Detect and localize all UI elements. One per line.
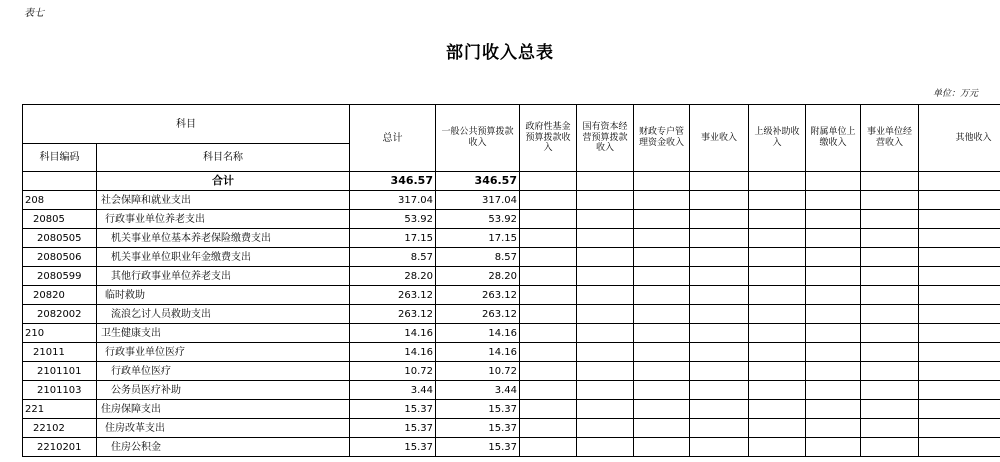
- row-general-budget: 14.16: [436, 324, 520, 343]
- subject-code: 221: [23, 400, 97, 419]
- subject-code: 2082002: [23, 305, 97, 324]
- row-total: 3.44: [350, 381, 436, 400]
- empty-cell: [749, 362, 806, 381]
- table-row: [23, 438, 1000, 457]
- header-subject: 科目: [23, 105, 350, 144]
- subject-code: 2210201: [23, 438, 97, 457]
- empty-cell: [634, 267, 690, 286]
- empty-cell: [861, 381, 919, 400]
- empty-cell: [577, 248, 634, 267]
- table-row: [23, 305, 1000, 324]
- empty-cell: [690, 438, 749, 457]
- empty-cell: [520, 400, 577, 419]
- row-general-budget: 263.12: [436, 286, 520, 305]
- empty-cell: [577, 305, 634, 324]
- empty-cell: [919, 324, 1000, 343]
- empty-cell: [919, 286, 1000, 305]
- header-subject-name: 科目名称: [97, 144, 350, 172]
- row-total: 263.12: [350, 286, 436, 305]
- subject-code: 20805: [23, 210, 97, 229]
- empty-cell: [861, 172, 919, 191]
- empty-cell: [520, 343, 577, 362]
- table-row: [23, 362, 1000, 381]
- empty-cell: [690, 400, 749, 419]
- empty-cell: [806, 286, 861, 305]
- empty-cell: [749, 343, 806, 362]
- empty-cell: [919, 381, 1000, 400]
- empty-cell: [806, 210, 861, 229]
- empty-cell: [919, 191, 1000, 210]
- empty-cell: [577, 267, 634, 286]
- row-total: 14.16: [350, 324, 436, 343]
- empty-cell: [634, 191, 690, 210]
- empty-cell: [520, 286, 577, 305]
- empty-cell: [577, 362, 634, 381]
- subject-code: 2101101: [23, 362, 97, 381]
- empty-cell: [690, 172, 749, 191]
- empty-cell: [919, 210, 1000, 229]
- subject-name: 公务员医疗补助: [97, 381, 350, 400]
- subject-code: 22102: [23, 419, 97, 438]
- empty-cell: [690, 229, 749, 248]
- total-general-budget: 346.57: [436, 172, 520, 191]
- empty-cell: [919, 419, 1000, 438]
- row-general-budget: 317.04: [436, 191, 520, 210]
- empty-cell: [577, 191, 634, 210]
- subject-name: 住房保障支出: [97, 400, 350, 419]
- empty-cell: [861, 267, 919, 286]
- row-general-budget: 8.57: [436, 248, 520, 267]
- empty-cell: [520, 419, 577, 438]
- header-col-other-income: 其他收入: [919, 105, 1000, 172]
- empty-cell: [577, 286, 634, 305]
- empty-cell: [634, 324, 690, 343]
- row-general-budget: 263.12: [436, 305, 520, 324]
- row-total: 28.20: [350, 267, 436, 286]
- header-col-superior-subsidy: 上级补助收入: [749, 105, 806, 172]
- table-row: [23, 419, 1000, 438]
- empty-cell: [919, 267, 1000, 286]
- subject-code: 2101103: [23, 381, 97, 400]
- row-general-budget: 15.37: [436, 438, 520, 457]
- empty-cell: [749, 191, 806, 210]
- empty-cell: [749, 267, 806, 286]
- empty-cell: [861, 248, 919, 267]
- empty-cell: [806, 248, 861, 267]
- empty-cell: [577, 381, 634, 400]
- empty-cell: [520, 362, 577, 381]
- empty-cell: [634, 400, 690, 419]
- empty-cell: [634, 210, 690, 229]
- empty-cell: [690, 419, 749, 438]
- empty-cell: [861, 362, 919, 381]
- empty-cell: [634, 343, 690, 362]
- empty-cell: [806, 419, 861, 438]
- empty-cell: [749, 172, 806, 191]
- table-row: [23, 400, 1000, 419]
- row-general-budget: 3.44: [436, 381, 520, 400]
- empty-cell: [634, 286, 690, 305]
- empty-cell: [919, 248, 1000, 267]
- subject-name: 流浪乞讨人员救助支出: [97, 305, 350, 324]
- empty-cell: [690, 305, 749, 324]
- row-total: 317.04: [350, 191, 436, 210]
- header-col-fiscal-account: 财政专户管理资金收入: [634, 105, 690, 172]
- table-row: [23, 343, 1000, 362]
- empty-cell: [919, 343, 1000, 362]
- subject-code: 20820: [23, 286, 97, 305]
- subject-name: 其他行政事业单位养老支出: [97, 267, 350, 286]
- empty-cell: [749, 229, 806, 248]
- empty-cell: [634, 419, 690, 438]
- table-row: [23, 381, 1000, 400]
- subject-code: 2080506: [23, 248, 97, 267]
- empty-cell: [520, 438, 577, 457]
- table-row: [23, 267, 1000, 286]
- header-subject-code: 科目编码: [23, 144, 97, 172]
- empty-cell: [806, 229, 861, 248]
- empty-cell: [749, 210, 806, 229]
- empty-cell: [577, 400, 634, 419]
- total-code-cell: [23, 172, 97, 191]
- empty-cell: [861, 191, 919, 210]
- empty-cell: [749, 419, 806, 438]
- empty-cell: [749, 438, 806, 457]
- row-general-budget: 15.37: [436, 419, 520, 438]
- empty-cell: [861, 343, 919, 362]
- empty-cell: [861, 438, 919, 457]
- subject-code: 2080505: [23, 229, 97, 248]
- table-row: [23, 229, 1000, 248]
- empty-cell: [520, 191, 577, 210]
- empty-cell: [806, 267, 861, 286]
- empty-cell: [690, 286, 749, 305]
- empty-cell: [861, 305, 919, 324]
- row-total: 14.16: [350, 343, 436, 362]
- row-general-budget: 53.92: [436, 210, 520, 229]
- empty-cell: [690, 381, 749, 400]
- header-col-affiliate-income: 附属单位上缴收入: [806, 105, 861, 172]
- row-general-budget: 14.16: [436, 343, 520, 362]
- empty-cell: [634, 438, 690, 457]
- unit-label: 单位：万元: [932, 89, 978, 99]
- row-total: 53.92: [350, 210, 436, 229]
- empty-cell: [919, 305, 1000, 324]
- empty-cell: [919, 172, 1000, 191]
- row-general-budget: 10.72: [436, 362, 520, 381]
- total-amount: 346.57: [350, 172, 436, 191]
- subject-name: 住房公积金: [97, 438, 350, 457]
- subject-name: 行政事业单位养老支出: [97, 210, 350, 229]
- empty-cell: [919, 362, 1000, 381]
- empty-cell: [690, 210, 749, 229]
- empty-cell: [749, 305, 806, 324]
- row-general-budget: 28.20: [436, 267, 520, 286]
- empty-cell: [577, 210, 634, 229]
- empty-cell: [634, 172, 690, 191]
- empty-cell: [520, 267, 577, 286]
- empty-cell: [520, 381, 577, 400]
- empty-cell: [520, 172, 577, 191]
- subject-code: 210: [23, 324, 97, 343]
- empty-cell: [520, 210, 577, 229]
- subject-name: 卫生健康支出: [97, 324, 350, 343]
- empty-cell: [634, 229, 690, 248]
- empty-cell: [690, 248, 749, 267]
- empty-cell: [919, 229, 1000, 248]
- table-row: [23, 248, 1000, 267]
- empty-cell: [577, 343, 634, 362]
- subject-code: 2080599: [23, 267, 97, 286]
- table-number-label: 表七: [24, 8, 44, 19]
- empty-cell: [577, 324, 634, 343]
- header-col-business-income: 事业收入: [690, 105, 749, 172]
- row-total: 15.37: [350, 400, 436, 419]
- empty-cell: [806, 381, 861, 400]
- empty-cell: [577, 172, 634, 191]
- empty-cell: [520, 248, 577, 267]
- subject-code: 208: [23, 191, 97, 210]
- empty-cell: [577, 438, 634, 457]
- header-col-operating-income: 事业单位经营收入: [861, 105, 919, 172]
- row-total: 15.37: [350, 438, 436, 457]
- empty-cell: [520, 324, 577, 343]
- empty-cell: [806, 172, 861, 191]
- empty-cell: [749, 400, 806, 419]
- row-general-budget: 17.15: [436, 229, 520, 248]
- empty-cell: [861, 419, 919, 438]
- header-col-general-budget: 一般公共预算拨款收入: [436, 105, 520, 172]
- subject-name: 临时救助: [97, 286, 350, 305]
- row-total: 15.37: [350, 419, 436, 438]
- row-total: 8.57: [350, 248, 436, 267]
- total-row: [23, 172, 1000, 191]
- empty-cell: [806, 305, 861, 324]
- header-total: 总计: [350, 105, 436, 172]
- subject-name: 机关事业单位职业年金缴费支出: [97, 248, 350, 267]
- empty-cell: [806, 324, 861, 343]
- empty-cell: [690, 324, 749, 343]
- header-col-state-capital: 国有资本经营预算拨款收入: [577, 105, 634, 172]
- subject-name: 社会保障和就业支出: [97, 191, 350, 210]
- row-total: 17.15: [350, 229, 436, 248]
- empty-cell: [690, 343, 749, 362]
- empty-cell: [690, 267, 749, 286]
- page-title: 部门收入总表: [446, 43, 554, 63]
- subject-name: 机关事业单位基本养老保险缴费支出: [97, 229, 350, 248]
- empty-cell: [749, 324, 806, 343]
- subject-name: 住房改革支出: [97, 419, 350, 438]
- subject-name: 行政事业单位医疗: [97, 343, 350, 362]
- empty-cell: [690, 191, 749, 210]
- empty-cell: [806, 343, 861, 362]
- empty-cell: [806, 438, 861, 457]
- header-col-gov-fund: 政府性基金预算拨款收入: [520, 105, 577, 172]
- empty-cell: [861, 210, 919, 229]
- row-total: 10.72: [350, 362, 436, 381]
- empty-cell: [577, 419, 634, 438]
- empty-cell: [919, 438, 1000, 457]
- empty-cell: [634, 248, 690, 267]
- table-row: [23, 191, 1000, 210]
- empty-cell: [861, 400, 919, 419]
- empty-cell: [861, 229, 919, 248]
- empty-cell: [520, 229, 577, 248]
- table-row: [23, 324, 1000, 343]
- empty-cell: [806, 362, 861, 381]
- subject-code: 21011: [23, 343, 97, 362]
- empty-cell: [861, 324, 919, 343]
- row-general-budget: 15.37: [436, 400, 520, 419]
- empty-cell: [861, 286, 919, 305]
- empty-cell: [690, 362, 749, 381]
- empty-cell: [749, 248, 806, 267]
- empty-cell: [634, 381, 690, 400]
- total-label: 合计: [97, 172, 350, 191]
- empty-cell: [919, 400, 1000, 419]
- row-total: 263.12: [350, 305, 436, 324]
- empty-cell: [806, 400, 861, 419]
- subject-name: 行政单位医疗: [97, 362, 350, 381]
- empty-cell: [806, 191, 861, 210]
- empty-cell: [577, 229, 634, 248]
- empty-cell: [749, 286, 806, 305]
- table-row: [23, 210, 1000, 229]
- empty-cell: [634, 362, 690, 381]
- empty-cell: [520, 305, 577, 324]
- revenue-table: [22, 104, 1000, 457]
- empty-cell: [634, 305, 690, 324]
- table-row: [23, 286, 1000, 305]
- empty-cell: [749, 381, 806, 400]
